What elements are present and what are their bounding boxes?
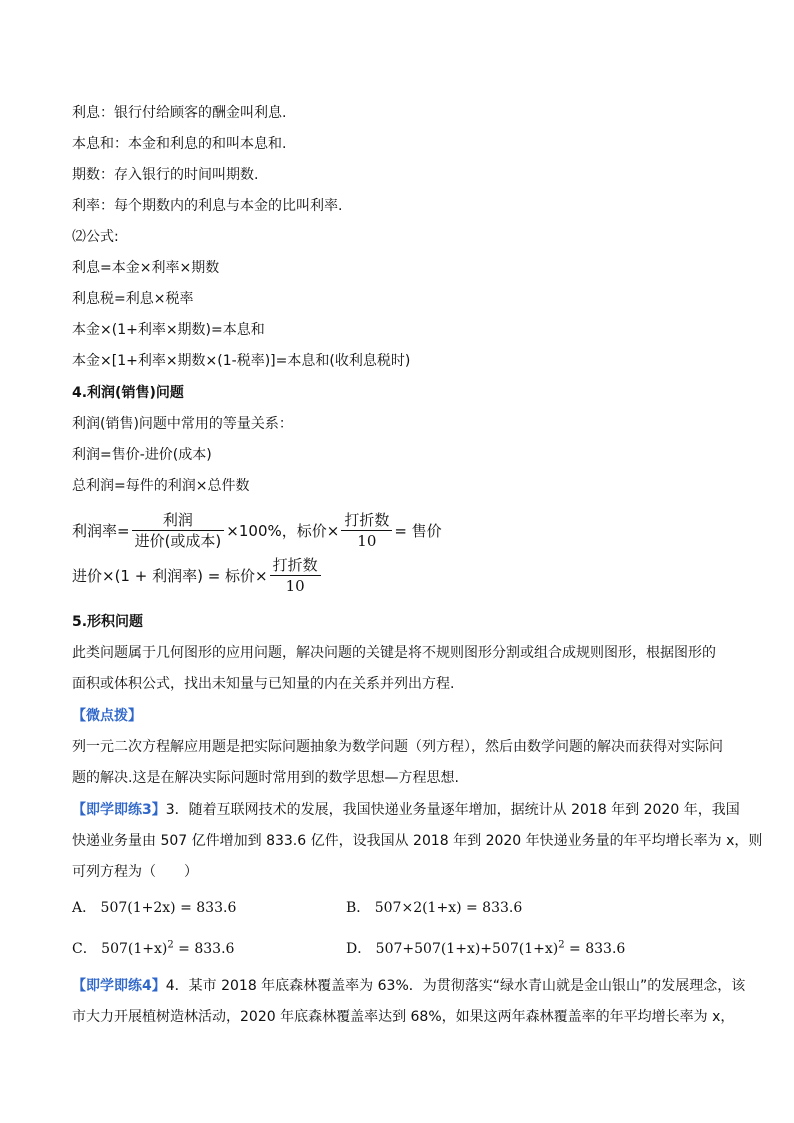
option-c-base: C． 507(1+x) [72, 941, 168, 957]
eq2-denominator: 10 [285, 577, 305, 595]
eq2-lhs: 进价×(1 + 利润率) = 标价× [72, 567, 268, 585]
exercise-4-label: 【即学即练4】 [72, 978, 166, 994]
section-5-title: 5.形积问题 [72, 614, 144, 630]
exercise-4-line-2: 市大力开展植树造林活动，2020 年底森林覆盖率达到 68%，如果这两年森林覆盖率的年平均增长率为 x， [72, 1009, 735, 1025]
def-periods: 期数：存入银行的时间叫期数. [72, 167, 259, 183]
option-a[interactable]: A． 507(1+2x) = 833.6 [72, 900, 237, 916]
tip-line-2: 题的解决.这是在解决实际问题时常用到的数学思想—方程思想. [72, 770, 459, 786]
tip-label: 【微点拨】 [72, 708, 142, 724]
formula-1: 利息=本金×利率×期数 [72, 260, 220, 276]
option-d-tail: = 833.6 [564, 941, 626, 957]
option-d-base: D． 507+507(1+x)+507(1+x) [346, 941, 559, 957]
eq1-denominator: 进价(或成本) [134, 532, 222, 550]
section-4-title: 4.利润(销售)问题 [72, 385, 184, 401]
option-c-tail: = 833.6 [173, 941, 235, 957]
profit-relation-1: 利润=售价-进价(成本) [72, 447, 212, 463]
exercise-3-line-1 [72, 800, 740, 820]
eq1-numerator: 利润 [132, 510, 225, 531]
option-d-exponent: 2 [558, 939, 565, 951]
formulas-heading: ⑵公式: [72, 229, 119, 245]
cost-price-equation [72, 555, 323, 596]
option-c-exponent: 2 [167, 939, 174, 951]
eq1-mid: ×100%，标价× [226, 522, 340, 540]
section-4-intro: 利润(销售)问题中常用的等量关系： [72, 416, 293, 432]
exercise-3-text-1: 3．随着互联网技术的发展，我国快递业务量逐年增加，据统计从 2018 年到 2020 年，我国 [165, 802, 740, 818]
eq2-fraction [270, 555, 321, 596]
exercise-3-line-3: 可列方程为（ ） [72, 864, 198, 880]
def-rate: 利率：每个期数内的利息与本金的比叫利率. [72, 198, 343, 214]
eq1-fraction-2 [341, 510, 392, 551]
eq1-rhs: = 售价 [394, 522, 442, 540]
option-d[interactable] [346, 938, 625, 958]
eq1-numerator-2: 打折数 [341, 510, 392, 531]
eq2-numerator: 打折数 [270, 555, 321, 576]
def-total: 本息和：本金和利息的和叫本息和. [72, 136, 287, 152]
exercise-4-text-1: 4．某市 2018 年底森林覆盖率为 63%．为贯彻落实“绿水青山就是金山银山”的发展理念，该 [165, 978, 746, 994]
tip-line-1: 列一元二次方程解应用题是把实际问题抽象为数学问题（列方程），然后由数学问题的解决而获得对实际问 [72, 739, 723, 755]
option-c[interactable] [72, 938, 234, 958]
profit-rate-equation [72, 510, 442, 551]
formula-3: 本金×(1+利率×期数)=本息和 [72, 322, 265, 338]
eq1-denominator-2: 10 [357, 532, 377, 550]
exercise-3-line-2: 快递业务量由 507 亿件增加到 833.6 亿件，设我国从 2018 年到 2020 年快递业务量的年平均增长率为 x，则 [72, 833, 763, 849]
eq1-lhs: 利润率= [72, 522, 130, 540]
option-b[interactable]: B． 507×2(1+x) = 833.6 [346, 900, 523, 916]
section-5-line-1: 此类问题属于几何图形的应用问题，解决问题的关键是将不规则图形分割或组合成规则图形，根据图形的 [72, 645, 716, 661]
section-5-line-2: 面积或体积公式，找出未知量与已知量的内在关系并列出方程. [72, 676, 455, 692]
eq1-fraction [132, 510, 225, 551]
formula-2: 利息税=利息×税率 [72, 291, 194, 307]
def-interest: 利息：银行付给顾客的酬金叫利息. [72, 105, 287, 121]
profit-relation-2: 总利润=每件的利润×总件数 [72, 478, 250, 494]
exercise-3-label: 【即学即练3】 [72, 802, 166, 818]
exercise-4-line-1 [72, 976, 745, 996]
formula-4: 本金×[1+利率×期数×(1-税率)]=本息和(收利息税时) [72, 353, 411, 369]
